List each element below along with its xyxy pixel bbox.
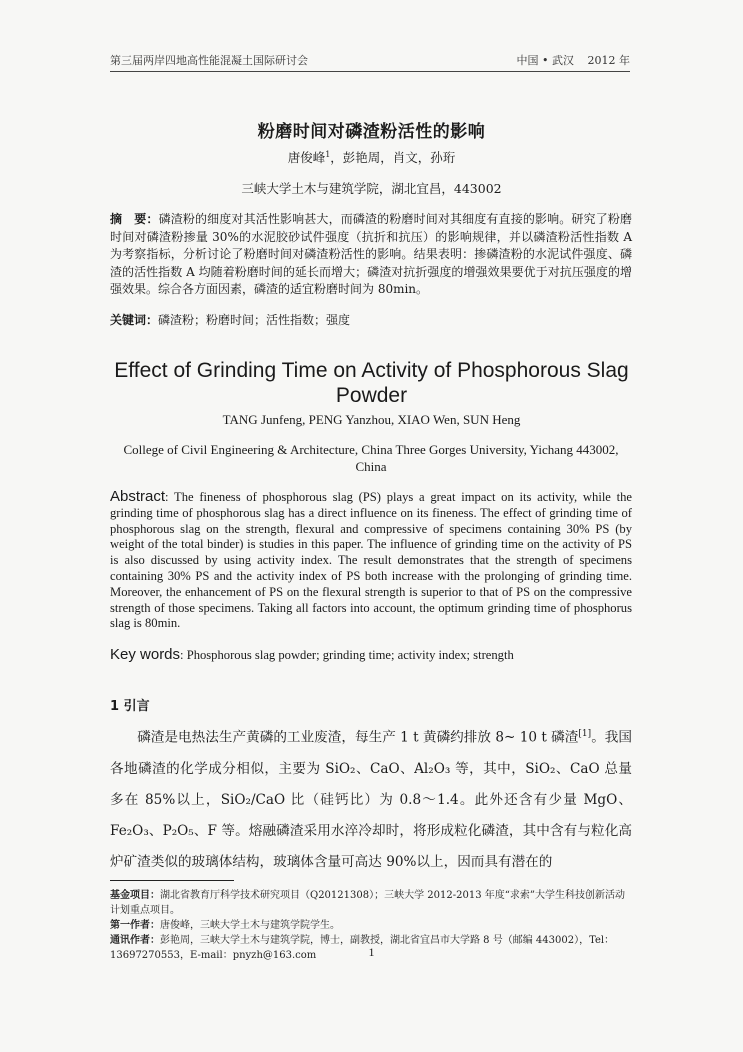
intro-text-part1: 磷渣是电热法生产黄磷的工业废渣，每生产 1 t 黄磷约排放 8~ 10 t 磷渣 bbox=[137, 729, 579, 746]
chinese-abstract-label: 摘 要： bbox=[110, 212, 159, 226]
footnote-divider bbox=[110, 880, 234, 881]
section-heading-introduction: 1 引言 bbox=[110, 699, 150, 714]
chinese-keywords-label: 关键词： bbox=[110, 313, 159, 327]
first-author-label: 第一作者： bbox=[110, 920, 160, 931]
chinese-authors bbox=[0, 148, 743, 166]
chinese-keywords-text: 磷渣粉；粉磨时间；活性指数；强度 bbox=[158, 313, 351, 327]
running-header bbox=[110, 52, 630, 72]
english-keywords-text: Phosphorous slag powder; grinding time; activity index; strength bbox=[186, 648, 514, 662]
corresponding-label: 通讯作者： bbox=[110, 935, 160, 946]
conference-location: 中国 • 武汉 bbox=[516, 54, 574, 67]
english-abstract-text: The fineness of phosphorous slag (PS) plays a great impact on its activity, while the grinding time of phosphorous slag has a direct influence on its fineness. The effect of grinding time of phosphorous slag on the strength, flexural and compressive of specimens containing 30% PS (by weight of the total binder) is studies in this paper. The influence of grinding time on the activity of PS is also discussed by using activity index. The result demonstrates that the strength of specimens containing 30% PS and the activity index of PS both increase with the prolonging of grinding time. Moreover, the enhancement of PS on the flexural strength is superior to that of PS on the compressive strength of those specimens. Taking all factors into account, the optimum grinding time of phosphorus slag is 80min. bbox=[110, 490, 633, 631]
first-author-text: 唐俊峰，三峡大学土木与建筑学院学生。 bbox=[160, 920, 340, 931]
chinese-abstract bbox=[110, 211, 632, 299]
corresponding-text: 彭艳周，三峡大学土木与建筑学院，博士，副教授，湖北省宜昌市大学路 8 号（邮编 443002），Tel：13697270553，E-mail：pnyzh@163.com bbox=[110, 935, 615, 961]
conference-name: 第三届两岸四地高性能混凝土国际研讨会 bbox=[110, 54, 308, 67]
english-affiliation: College of Civil Engineering & Architecture, China Three Gorges University, Yichang 443002, China bbox=[123, 442, 619, 474]
chinese-affiliation: 三峡大学土木与建筑学院，湖北宜昌，443002 bbox=[241, 181, 502, 196]
conference-place-date bbox=[507, 52, 630, 68]
introduction-body bbox=[110, 719, 632, 878]
conference-year: 2012 年 bbox=[587, 54, 630, 67]
chinese-title: 粉磨时间对磷渣粉活性的影响 bbox=[257, 122, 486, 142]
english-title: Effect of Grinding Time on Activity of Phosphorous Slag Powder bbox=[114, 359, 629, 407]
english-keywords: Key words: Phosphorous slag powder; grinding time; activity index; strength bbox=[110, 646, 514, 663]
introduction-paragraph bbox=[110, 719, 632, 878]
english-authors: TANG Junfeng, PENG Yanzhou, XIAO Wen, SUN Heng bbox=[222, 412, 521, 427]
english-abstract-label: Abstract bbox=[110, 488, 166, 505]
chinese-abstract-text: 磷渣粉的细度对其活性影响甚大，而磷渣的粉磨时间对其细度有直接的影响。研究了粉磨时间对磷渣粉掺量 30%的水泥胶砂试件强度（抗折和抗压）的影响规律，并以磷渣粉活性指数 A 为考察指标，分析讨论了粉磨时间对磷渣粉活性的影响。结果表明：掺磷渣粉的水泥试件强度、磷渣的活性指数 A 均随着粉磨时间的延长而增大；磷渣对抗折强度的增强效果要优于对抗压强度的增强效果。综合各方面因素，磷渣的适宜粉磨时间为 80min。 bbox=[110, 212, 632, 297]
chinese-keywords bbox=[110, 311, 350, 328]
footnote-fund bbox=[110, 888, 632, 918]
fund-label: 基金项目： bbox=[110, 890, 160, 901]
citation-ref: [1] bbox=[578, 729, 592, 739]
co-authors: ，彭艳周，肖文，孙珩 bbox=[330, 150, 456, 165]
first-author: 唐俊峰 bbox=[287, 150, 326, 165]
author-superscript: 1 bbox=[325, 149, 331, 159]
english-abstract: Abstract: The fineness of phosphorous slag (PS) plays a great impact on its activity, while the grinding time of phosphorous slag has a direct influence on its fineness. The effect of grinding time of phosphorous slag on the strength, flexural and compressive of specimens containing 30% PS (by weight of the total binder) is studies in this paper. The influence of grinding time on the activity of PS is also discussed by using activity index. The result demonstrates that the strength of specimens containing 30% PS and the activity index of PS both increase with the prolonging of grinding time. Moreover, the enhancement of PS on the flexural strength is superior to that of PS on the compressive strength of those specimens. Taking all factors into account, the optimum grinding time of phosphorus slag is 80min. bbox=[110, 488, 633, 631]
footnote-first-author bbox=[110, 918, 632, 933]
page-number: 1 bbox=[368, 945, 375, 959]
intro-text-part2: 。我国各地磷渣的化学成分相似，主要为 SiO₂、CaO、Al₂O₃ 等，其中，SiO₂、CaO 总量多在 85%以上，SiO₂/CaO 比（硅钙比）为 0.8～1.4。此外还含有少量 MgO、Fe₂O₃、P₂O₅、F 等。熔融磷渣采用水淬冷却时，将形成粒化磷渣，其中含有与粒化高炉矿渣类似的玻璃体结构，玻璃体含量可高达 90%以上，因而具有潜在的 bbox=[110, 729, 633, 870]
fund-text: 湖北省教育厅科学技术研究项目（Q20121308）；三峡大学 2012-2013 年度“求索”大学生科技创新活动计划重点项目。 bbox=[110, 890, 625, 916]
english-keywords-label: Key words bbox=[110, 646, 181, 663]
